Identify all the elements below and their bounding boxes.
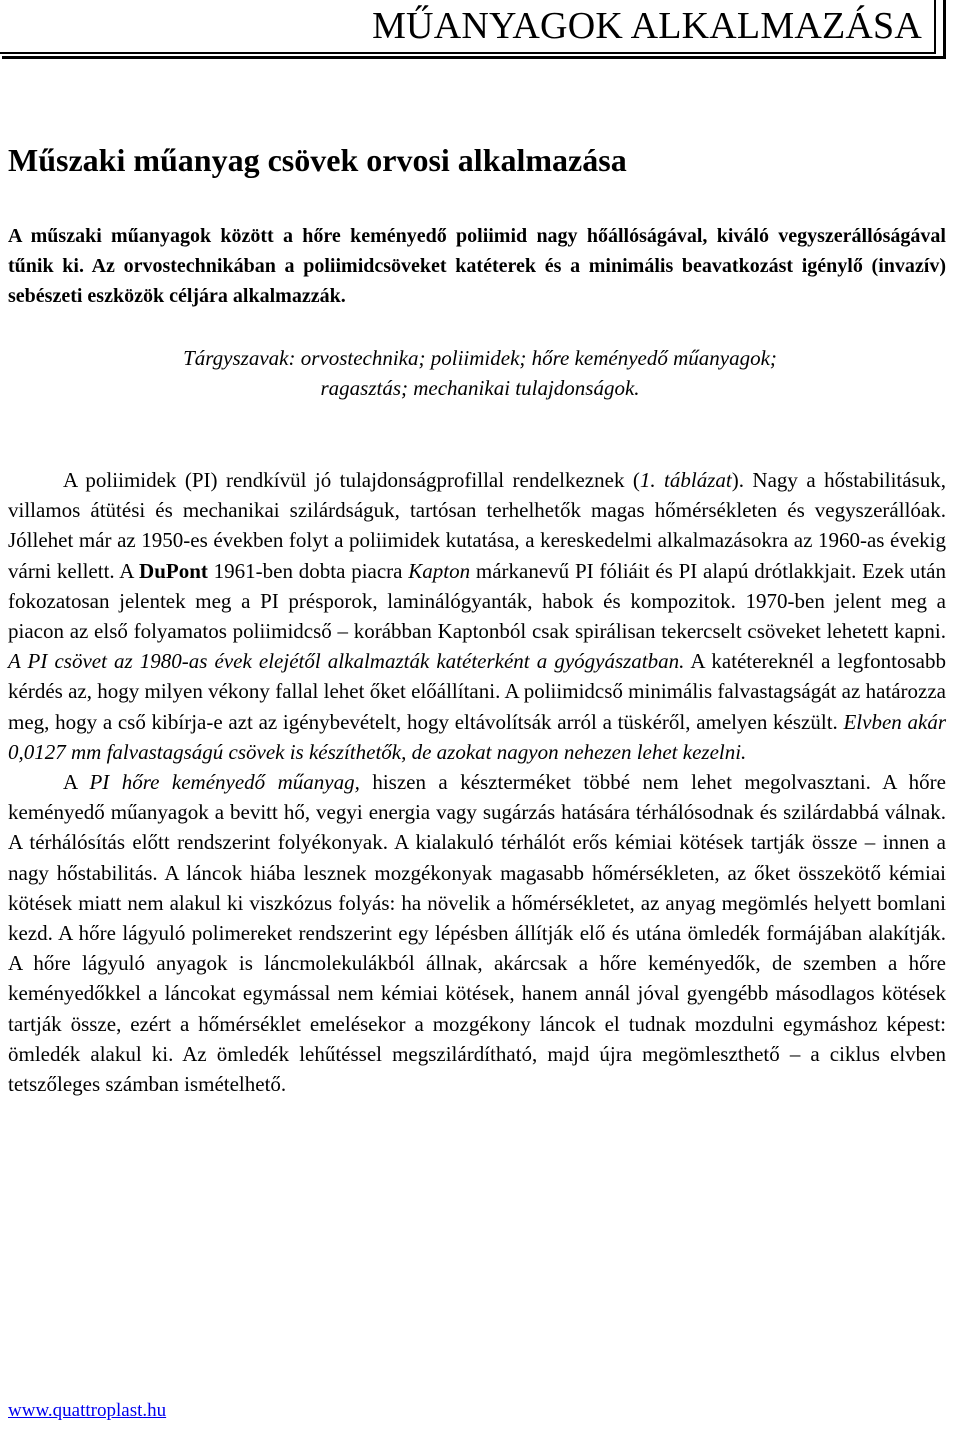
text-span: 1961-ben dobta piacra (207, 558, 409, 583)
article-abstract: A műszaki műanyagok között a hőre keményedő poliimid nagy hőállóságával, kiváló vegyszerállóságával tűnik ki. Az orvostechnikában a poliimidcsöveket katéterek és a minimális beavatkozást igénylő (invazív) sebészeti eszközök céljára alkalmazzák. (8, 225, 946, 307)
page-header (0, 0, 948, 58)
header-rule-vertical-inner (934, 0, 936, 54)
text-span: A katétereknél a legfontosabb kérdés az, hogy milyen vékony fallal lehet őket előállítani. A poliimidcső minimális falvastagságát az határozza meg, hogy a cső kibírja-e azt az igénybevételt, hogy eltávolítsák arról a tüskéről, amelyen készült. (8, 649, 946, 734)
header-rule-bottom (2, 56, 946, 59)
text-span: A (63, 770, 90, 795)
footer-website-link[interactable]: www.quattroplast.hu (8, 1400, 167, 1421)
text-span: ). Nagy a hőstabilitásuk, villamos átütési és mechanikai szilárdságuk, tartósan terhelhetők magas hőmérsékleten és vegyszerállóak. Jóllehet már az 1950-es években folyt a poliimidek kutatása, a kereskedelmi alkalmazásokra az 1960-as évekig várni kellett. A (8, 468, 946, 583)
emphasis-span: A PI csövet az 1980-as évek elejétől alkalmazták katéterként a gyógyászatban. (8, 649, 685, 674)
keywords-line-1: Tárgyszavak: orvostechnika; poliimidek; hőre keményedő műanyagok; (183, 346, 777, 370)
text-span: hiszen a készterméket többé nem lehet megolvasztani. A hőre keményedő műanyagok a bevitt hő, vegyi energia vagy sugárzás hatására térhálósodnak és szilárdabbá válnak. A térhálósítás előtt rendszerint folyékonyak. A kialakuló térhálót erős kémiai kötések tartják össze – innen a nagy hőstabilitás. A láncok hiába lesznek mozgékonyak magasabb hőmérsékleten, az őket összekötő kémiai kötések miatt nem alakul ki viszkózus folyás: ha növelik a hőmérsékletet, az anyag megömlés helyett bomlani kezd. A hőre lágyuló polimereket rendszerint egy lépésben állítják elő és utána ömledék formájában alakítják. A hőre lágyuló anyagok is láncmolekulákból állnak, akárcsak a hőre keményedők, de szemben a hőre keményedőkkel a láncokat egymással nem kémiai kötések, hanem annál jóval gyengébb másodlagos kötések tartják össze, ezért a hőmérséklet emelésekor a mozgékony láncok el tudnak mozdulni egymáshoz képest: ömledék alakul ki. Az ömledék lehűtéssel megszilárdítható, majd újra megömleszthető – a ciklus elvben tetszőleges számban ismételhető. (8, 770, 947, 1097)
brand-name: Kapton (408, 558, 471, 583)
emphasis-span: PI hőre keményedő műanyag, (89, 770, 360, 795)
table-reference: 1. táblázat (639, 468, 732, 492)
text-span: márkanevű PI fóliáit és PI alapú drótlakkjait. Ezek után fokozatosan jelentek meg a PI présporok, laminálógyanták, habok és kompozitok. 1970-ben jelent meg a piacon az első folyamatos poliimidcső – korábban Kaptonból csak spirálisan tekercselt csöveket lehetett kapni. (8, 558, 946, 644)
text-span: A poliimidek (PI) rendkívül jó tulajdonságprofillal rendelkeznek ( (63, 468, 640, 492)
keywords-block (40, 344, 920, 403)
header-title: MŰANYAGOK ALKALMAZÁSA (372, 5, 922, 47)
emphasis-span: Elvben akár 0,0127 mm falvastagságú csövek is készíthetők, de azokat nagyon nehezen lehet kezelni. (8, 709, 946, 764)
header-rule-top (0, 52, 934, 54)
keywords-line-2: ragasztás; mechanikai tulajdonságok. (320, 375, 640, 400)
body-paragraph-1 (8, 465, 946, 767)
article-body (8, 465, 946, 1099)
header-rule-vertical-outer (943, 0, 946, 59)
company-name: DuPont (139, 558, 208, 583)
article-title: Műszaki műanyag csövek orvosi alkalmazása (8, 142, 627, 178)
body-paragraph-2 (8, 767, 946, 1099)
